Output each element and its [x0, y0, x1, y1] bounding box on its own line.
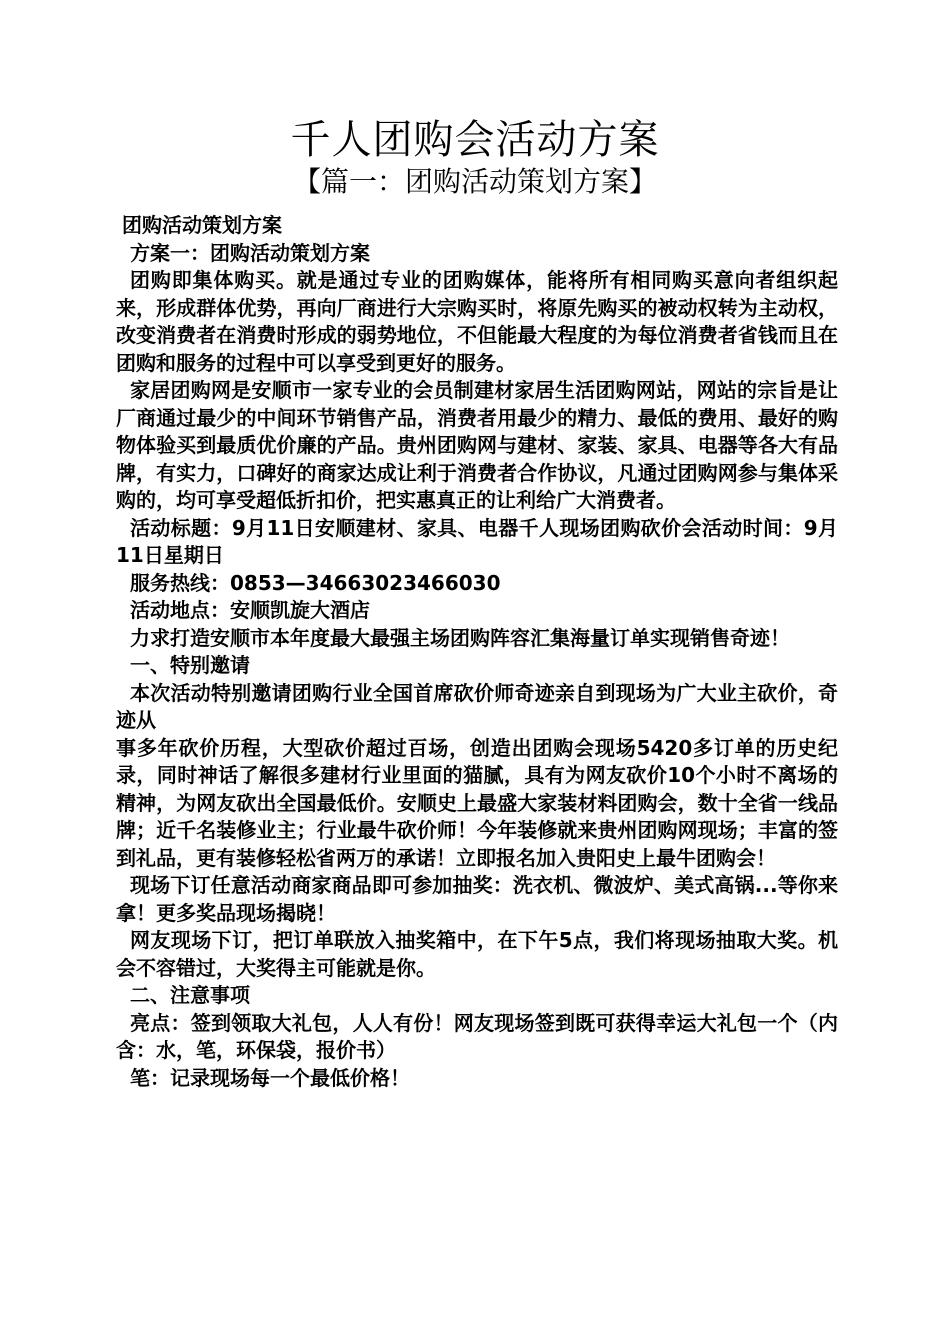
- body-paragraph: 现场下订任意活动商家商品即可参加抽奖：洗衣机、微波炉、美式高锅...等你来拿！更多奖品现场揭晓！: [116, 873, 838, 925]
- body-paragraph: 家居团购网是安顺市一家专业的会员制建材家居生活团购网站，网站的宗旨是让厂商通过最少的中间环节销售产品，消费者用最少的精力、最低的费用、最好的购物体验买到最质优价廉的产品。贵州团购网与建材、家装、家具、电器等各大有品牌，有实力，口碑好的商家达成让利于消费者合作协议，凡通过团购网参与集体采购的，均可享受超低折扣价，把实惠真正的让利给广大消费者。: [116, 378, 838, 512]
- section-heading: 团购活动策划方案: [122, 213, 282, 237]
- body-paragraph: 团购即集体购买。就是通过专业的团购媒体，能将所有相同购买意向者组织起来，形成群体优势，再向厂商进行大宗购买时，将原先购买的被动权转为主动权，改变消费者在消费时形成的弱势地位，不但能最大程度的为每位消费者省钱而且在团购和服务的过程中可以享受到更好的服务。: [116, 268, 838, 375]
- document-body: [116, 212, 838, 1092]
- body-paragraph: 网友现场下订，把订单联放入抽奖箱中，在下午5点，我们将现场抽取大奖。机会不容错过，大奖得主可能就是你。: [116, 928, 838, 980]
- section-heading: 二、注意事项: [130, 983, 250, 1007]
- section-heading: 方案一：团购活动策划方案: [130, 240, 370, 265]
- hotline-line: 服务热线：0853—34663023466030: [130, 570, 501, 595]
- body-paragraph: 笔：记录现场每一个最低价格！: [130, 1065, 410, 1090]
- section-heading: 一、特别邀请: [130, 653, 250, 677]
- document-subtitle: 【篇一：团购活动策划方案】: [292, 165, 657, 198]
- event-title-paragraph: 活动标题：9月11日安顺建材、家具、电器千人现场团购砍价会活动时间：9月11日星期日: [116, 515, 838, 567]
- body-paragraph: 本次活动特别邀请团购行业全国首席砍价师奇迹亲自到现场为广大业主砍价，奇迹从: [116, 680, 838, 732]
- location-line: 活动地点：安顺凯旋大酒店: [130, 598, 370, 622]
- body-paragraph: 力求打造安顺市本年度最大最强主场团购阵容汇集海量订单实现销售奇迹！: [130, 625, 790, 650]
- body-paragraph: 事多年砍价历程，大型砍价超过百场，创造出团购会现场5420多订单的历史纪录，同时神话了解很多建材行业里面的猫腻，具有为网友砍价10个小时不离场的精神，为网友砍出全国最低价。安顺史上最盛大家装材料团购会，数十全省一线品牌；近千名装修业主；行业最牛砍价师！今年装修就来贵州团购网现场；丰富的签到礼品，更有装修轻松省两万的承诺！立即报名加入贵阳史上最牛团购会！: [116, 735, 838, 870]
- body-paragraph: 亮点：签到领取大礼包，人人有份！网友现场签到既可获得幸运大礼包一个（内含：水，笔，环保袋，报价书）: [116, 1010, 838, 1062]
- document-title: 千人团购会活动方案: [290, 117, 660, 163]
